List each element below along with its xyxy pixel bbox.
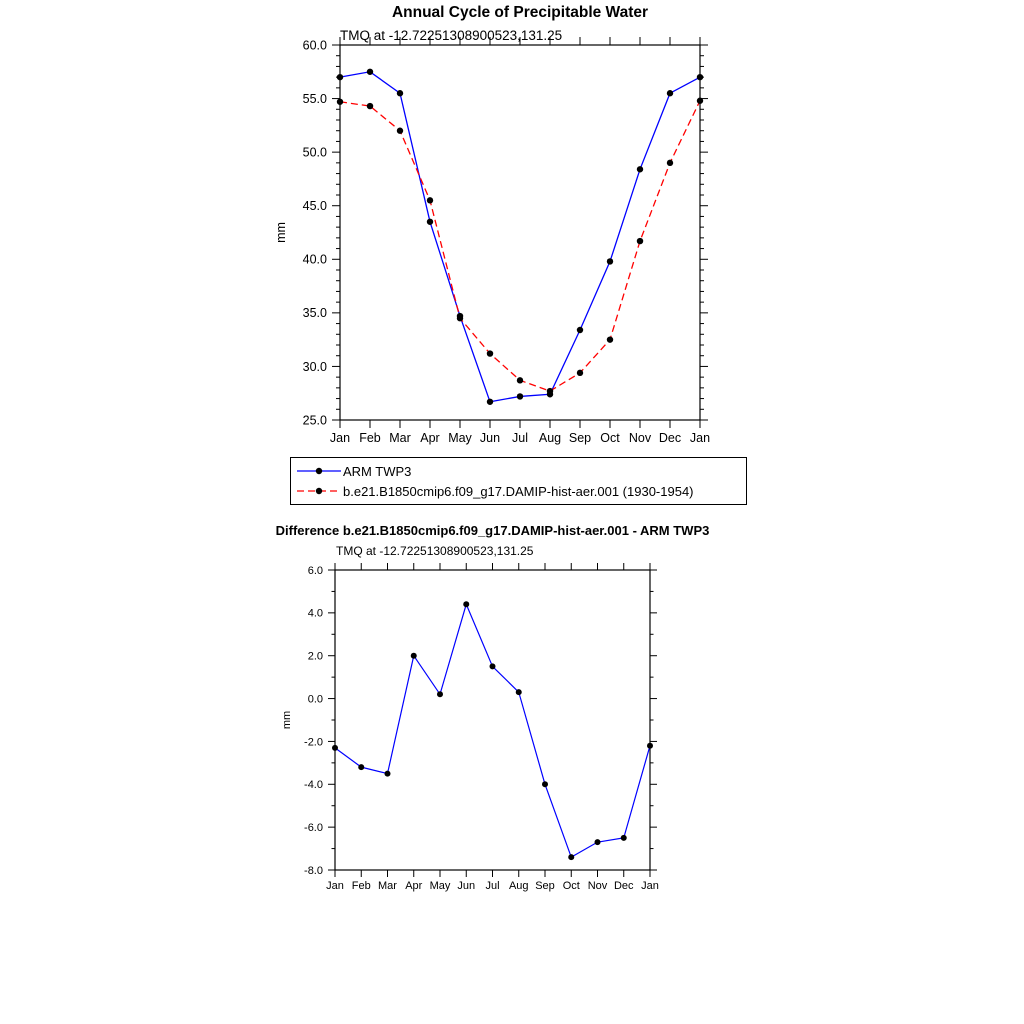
svg-text:Feb: Feb <box>359 431 381 445</box>
svg-text:2.0: 2.0 <box>307 650 323 663</box>
legend-item-model-run <box>296 481 741 501</box>
svg-text:30.0: 30.0 <box>302 359 327 374</box>
svg-text:0.0: 0.0 <box>307 693 323 706</box>
svg-text:6.0: 6.0 <box>307 564 323 577</box>
svg-text:Jun: Jun <box>457 880 476 892</box>
svg-text:Dec: Dec <box>613 880 634 892</box>
svg-text:Nov: Nov <box>628 431 652 445</box>
svg-text:Oct: Oct <box>562 880 580 892</box>
svg-text:Aug: Aug <box>538 431 562 445</box>
svg-text:Dec: Dec <box>658 431 682 445</box>
svg-text:mm: mm <box>274 222 288 243</box>
difference-chart <box>260 555 690 905</box>
chart2-title: Difference b.e21.B1850cmip6.f09_g17.DAMIP-hist-aer.001 - ARM TWP3 <box>275 523 710 538</box>
svg-text:Mar: Mar <box>389 431 411 445</box>
svg-text:Mar: Mar <box>378 880 397 892</box>
svg-text:-2.0: -2.0 <box>304 736 323 749</box>
chart1-subtitle: TMQ at -12.72251308900523,131.25 <box>340 28 563 43</box>
svg-text:4.0: 4.0 <box>307 607 323 620</box>
svg-text:60.0: 60.0 <box>302 38 327 53</box>
svg-text:Sep: Sep <box>568 431 592 445</box>
svg-text:-6.0: -6.0 <box>304 821 323 834</box>
svg-text:Apr: Apr <box>420 431 440 445</box>
svg-text:35.0: 35.0 <box>302 306 327 321</box>
svg-text:Aug: Aug <box>508 880 529 892</box>
svg-text:Jul: Jul <box>485 880 500 892</box>
legend <box>290 457 747 505</box>
legend-label-arm-twp3: ARM TWP3 <box>343 463 412 479</box>
svg-text:mm: mm <box>281 710 293 730</box>
svg-text:Apr: Apr <box>405 880 423 892</box>
svg-text:55.0: 55.0 <box>302 91 327 106</box>
chart2-subtitle: TMQ at -12.72251308900523,131.25 <box>336 544 534 558</box>
chart1-title: Annual Cycle of Precipitable Water <box>391 4 649 21</box>
svg-text:Jan: Jan <box>689 431 711 445</box>
svg-text:Jul: Jul <box>512 431 528 445</box>
svg-text:50.0: 50.0 <box>302 145 327 160</box>
svg-text:45.0: 45.0 <box>302 199 327 214</box>
svg-text:Jun: Jun <box>479 431 501 445</box>
svg-text:Jan: Jan <box>329 431 351 445</box>
svg-text:May: May <box>448 431 472 445</box>
annual-cycle-chart <box>270 30 750 462</box>
svg-text:Sep: Sep <box>535 880 555 892</box>
legend-line-blue-solid-icon <box>296 464 342 478</box>
svg-text:Jan: Jan <box>641 880 659 892</box>
svg-text:Jan: Jan <box>326 880 344 892</box>
svg-text:Nov: Nov <box>587 880 608 892</box>
svg-text:25.0: 25.0 <box>302 413 327 428</box>
legend-item-arm-twp3 <box>296 461 741 481</box>
svg-text:Feb: Feb <box>351 880 371 892</box>
legend-label-model-run: b.e21.B1850cmip6.f09_g17.DAMIP-hist-aer.001 (1930-1954) <box>343 483 694 499</box>
legend-line-red-dashed-icon <box>296 484 342 498</box>
svg-text:May: May <box>429 880 451 892</box>
svg-text:Oct: Oct <box>600 431 620 445</box>
svg-text:-8.0: -8.0 <box>304 864 323 877</box>
svg-text:-4.0: -4.0 <box>304 779 323 792</box>
svg-text:40.0: 40.0 <box>302 252 327 267</box>
